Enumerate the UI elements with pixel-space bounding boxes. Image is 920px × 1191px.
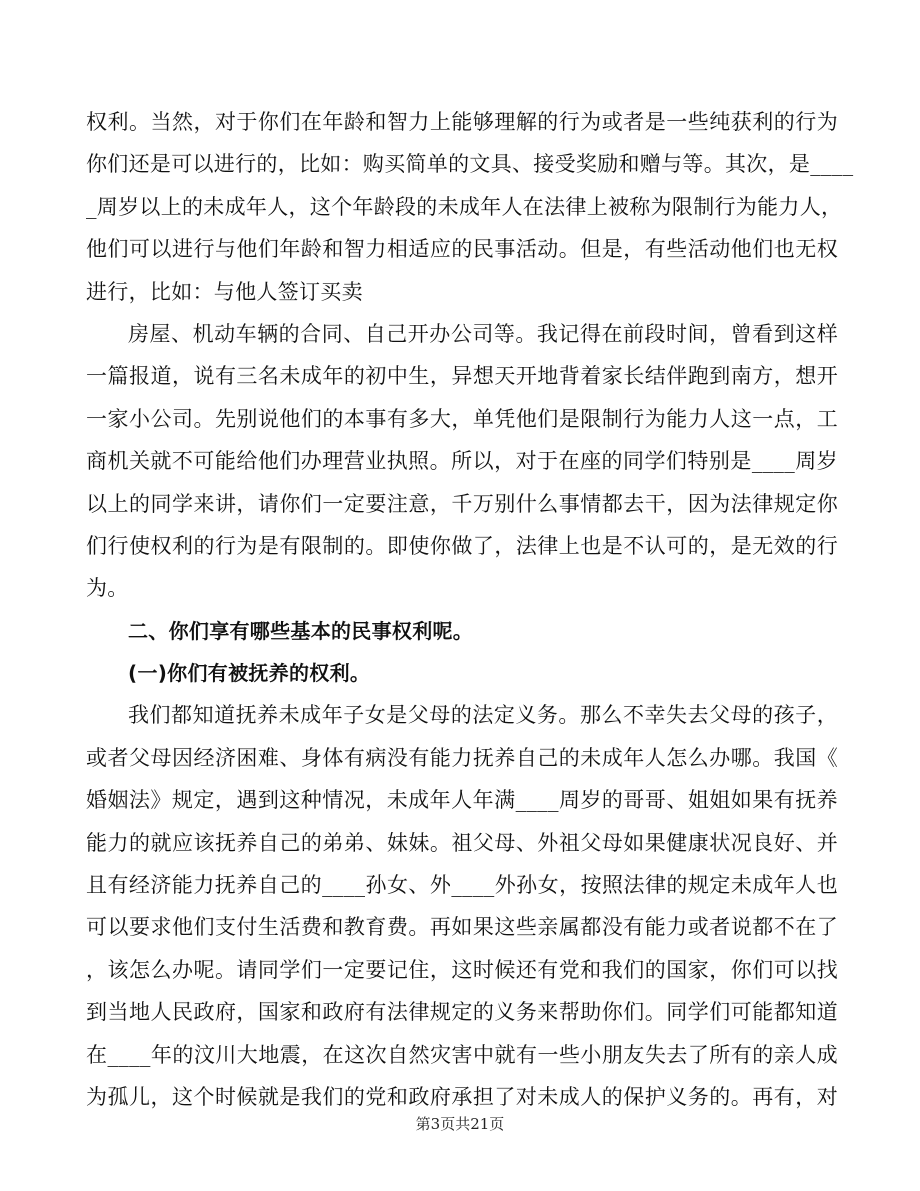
text-line: 为。: [86, 576, 129, 601]
text-line: 我们都知道抚养未成年子女是父母的法定义务。那么不幸失去父母的孩子，: [128, 703, 838, 728]
section-heading: 二、你们享有哪些基本的民事权利呢。: [128, 618, 474, 643]
document-body: [86, 101, 854, 1118]
text-line: _周岁以上的未成年人，这个年龄段的未成年人在法律上被称为限制行为能力人，: [86, 194, 843, 219]
text-line: 进行，比如：与他人签订买卖: [86, 279, 363, 304]
text-line: 在____年的汶川大地震，在这次自然灾害中就有一些小朋友失去了所有的亲人成: [86, 1042, 838, 1067]
text-line: 一篇报道，说有三名未成年的初中生，异想天开地背着家长结伴跑到南方，想开: [86, 364, 838, 389]
text-line: 他们可以进行与他们年龄和智力相适应的民事活动。但是，有些活动他们也无权: [86, 237, 838, 262]
page-number: 第3页共21页: [415, 1115, 505, 1133]
text-line: 商机关就不可能给他们办理营业执照。所以，对于在座的同学们特别是____周岁: [86, 449, 838, 474]
text-line: 一家小公司。先别说他们的本事有多大，单凭他们是限制行为能力人这一点，工: [86, 406, 838, 431]
text-line: 婚姻法》规定，遇到这种情况，未成年人年满____周岁的哥哥、姐姐如果有抚养: [86, 788, 838, 813]
subsection-heading: (一)你们有被抚养的权利。: [128, 661, 371, 686]
text-line: 房屋、机动车辆的合同、自己开办公司等。我记得在前段时间，曾看到这样: [128, 321, 838, 346]
text-line: 或者父母因经济困难、身体有病没有能力抚养自己的未成年人怎么办哪。我国《: [86, 745, 838, 770]
text-line: 以上的同学来讲，请你们一定要注意，千万别什么事情都去干，因为法律规定你: [86, 491, 838, 516]
text-line: 且有经济能力抚养自己的____孙女、外____外孙女，按照法律的规定未成年人也: [86, 873, 838, 898]
text-line: 到当地人民政府，国家和政府有法律规定的义务来帮助你们。同学们可能都知道: [86, 1000, 838, 1025]
text-line: 权利。当然，对于你们在年龄和智力上能够理解的行为或者是一些纯获利的行为: [86, 110, 838, 134]
text-line: 能力的就应该抚养自己的弟弟、妹妹。祖父母、外祖父母如果健康状况良好、并: [86, 830, 838, 855]
text-line: 们行使权利的行为是有限制的。即使你做了，法律上也是不认可的，是无效的行: [86, 533, 838, 558]
text-line: 你们还是可以进行的，比如：购买简单的文具、接受奖励和赠与等。其次，是____: [86, 152, 854, 177]
text-line: ，该怎么办呢。请同学们一定要记住，这时候还有党和我们的国家，你们可以找: [86, 957, 838, 982]
text-line: 可以要求他们支付生活费和教育费。再如果这些亲属都没有能力或者说都不在了: [86, 915, 838, 940]
text-line: 为孤儿，这个时候就是我们的党和政府承担了对未成人的保护义务的。再有，对: [86, 1084, 838, 1109]
